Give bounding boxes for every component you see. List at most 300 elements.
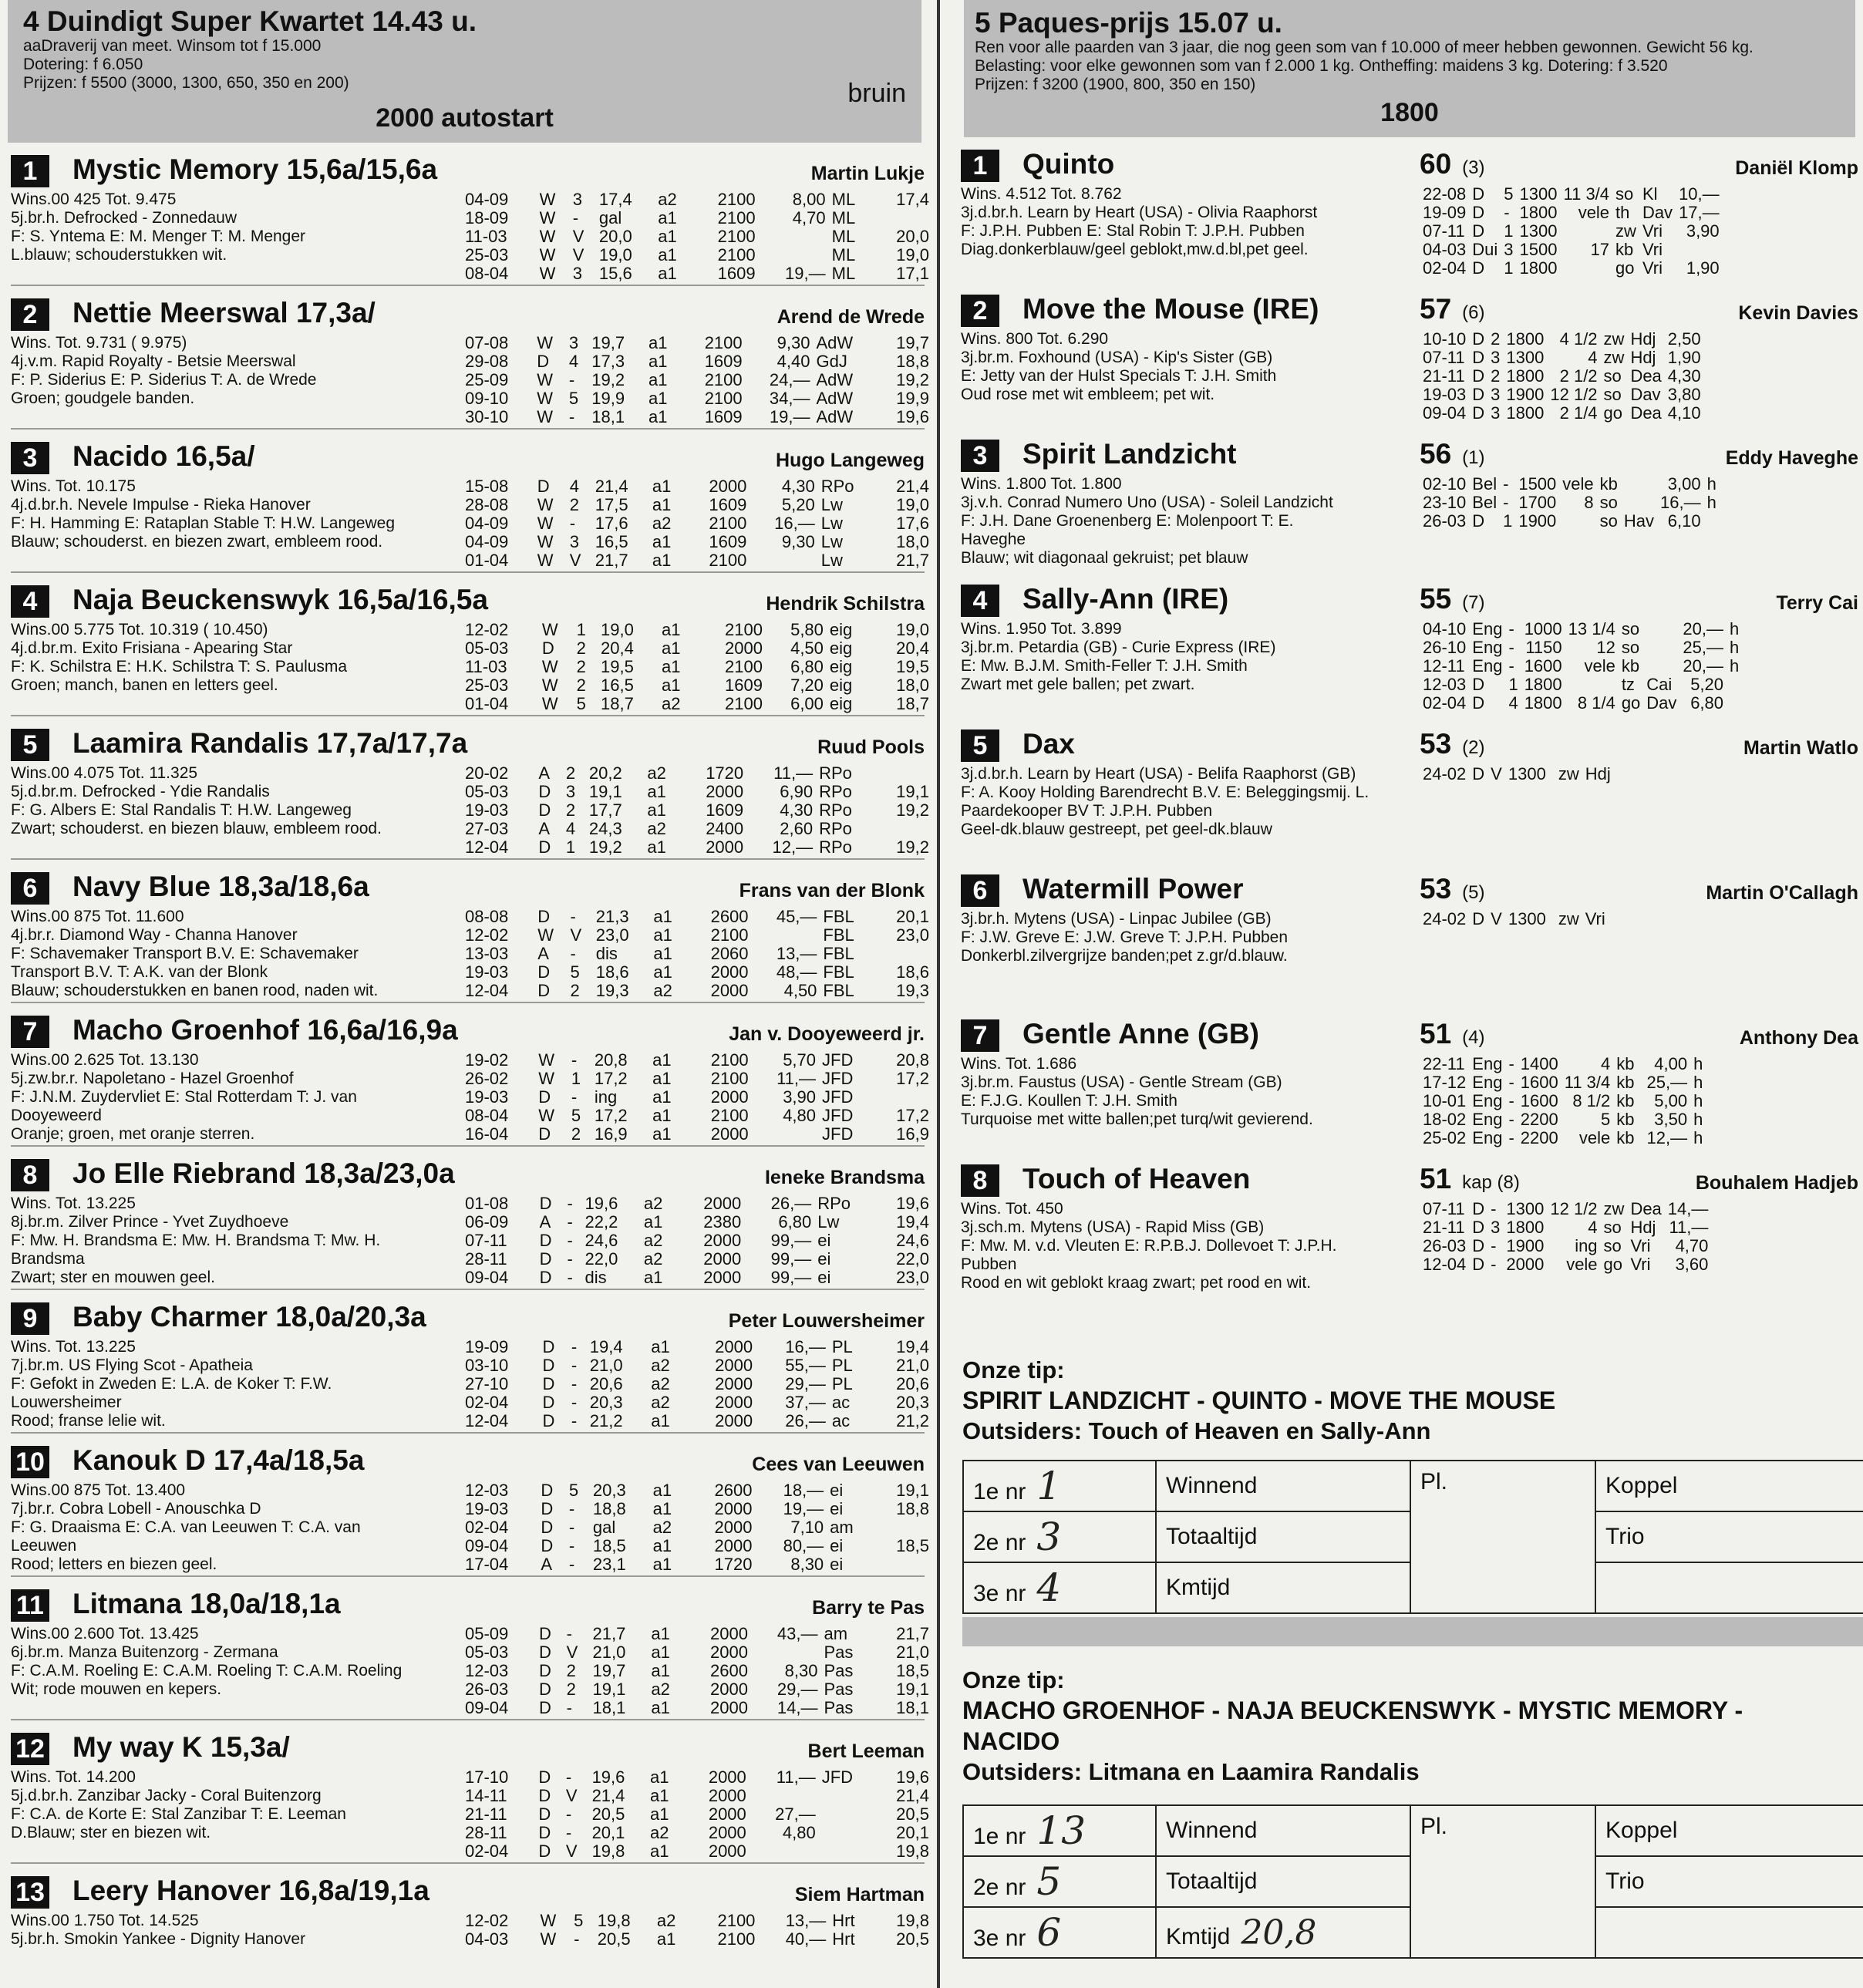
form-cell: 1800: [1506, 329, 1545, 349]
form-cell: 1800: [1506, 366, 1545, 386]
form-cell: [752, 1125, 819, 1144]
race-5-column: [955, 0, 1863, 1988]
form-cell: 04-09: [465, 190, 509, 209]
form-cell: 23,1: [592, 1555, 626, 1574]
form-cell: PL: [831, 1337, 853, 1356]
form-cell: 1: [1508, 675, 1518, 694]
horse-info: [961, 1200, 1416, 1292]
info-line: F: A. Kooy Holding Barendrecht B.V. E: Beleggingsmij. L.: [961, 783, 1369, 801]
form-cell: -: [1491, 1236, 1497, 1255]
form-cell: PL: [831, 1356, 853, 1375]
form-row: [1420, 367, 1710, 386]
result-totaaltijd-label: Totaaltijd: [1156, 1511, 1410, 1562]
form-cell: a1: [643, 1268, 663, 1287]
form-row: [462, 1699, 929, 1717]
weight-value: 60: [1420, 148, 1452, 180]
form-cell: 3: [568, 333, 579, 352]
form-cell: 25,—: [1683, 638, 1724, 657]
form-cell: 2100: [710, 1050, 749, 1070]
form-row: [462, 1824, 929, 1842]
form-cell: 04-10: [1423, 619, 1467, 639]
form-row: [1420, 676, 1742, 694]
form-cell: -: [569, 514, 576, 533]
form-cell: 22,2: [585, 1212, 618, 1232]
entry-header: [961, 282, 1858, 325]
form-cell: -: [571, 1356, 578, 1375]
info-line: Wit; rode mouwen en kepers.: [11, 1680, 222, 1698]
info-line: L.blauw; schouderstukken wit.: [11, 246, 227, 264]
form-cell: 1400: [1520, 1054, 1558, 1073]
form-cell: 2000: [703, 1268, 742, 1287]
race-weight-rules: Belasting: voor elke gewonnen som van f 2.000 1 kg. Ontheffing: maidens 3 kg. Dotering: f 3.520: [975, 57, 1668, 75]
form-cell: 21-11: [465, 1804, 507, 1824]
form-cell: 34,—: [769, 389, 810, 408]
form-cell: 20,5: [591, 1804, 625, 1824]
form-cell: 26-03: [1423, 1236, 1467, 1255]
form-cell: a1: [661, 657, 681, 676]
form-cell: [759, 227, 829, 246]
weight-value: 57: [1420, 293, 1452, 325]
handwritten-2e: 5: [1036, 1859, 1062, 1904]
form-cell: 19-09: [1423, 203, 1467, 222]
horse-entry: [961, 137, 1858, 282]
form-cell: a1: [648, 389, 668, 408]
form-cell: 1900: [1518, 511, 1557, 531]
result-totaaltijd-label: Totaaltijd: [1156, 1856, 1410, 1907]
form-cell: zw: [1558, 764, 1579, 783]
form-cell: 4,30: [781, 477, 815, 496]
form-cell: 07-08: [465, 333, 509, 352]
form-cell: 4: [1508, 693, 1518, 713]
form-cell: 18,7: [896, 694, 929, 713]
form-cell: W: [541, 694, 558, 713]
result-koppel-label: Koppel: [1595, 1461, 1863, 1511]
tip-outsiders: Outsiders: Litmana en Laamira Randalis: [962, 1758, 1420, 1785]
horse-name: Dax: [1022, 728, 1075, 760]
form-cell: 16,9: [896, 1124, 929, 1144]
form-row: [1420, 620, 1742, 639]
form-cell: 01-08: [465, 1194, 509, 1213]
form-table: [462, 621, 929, 713]
form-cell: 3,90: [783, 1087, 817, 1107]
form-cell: 04-03: [1423, 240, 1467, 259]
form-cell: 8,30: [790, 1555, 824, 1574]
form-cell: 19,6: [896, 1767, 929, 1787]
tip-picks: MACHO GROENHOF - NAJA BEUCKENSWYK - MYSTIC MEMORY -: [962, 1697, 1743, 1724]
form-row: [462, 1662, 929, 1680]
horse-weight: [1420, 873, 1485, 905]
form-cell: 20,0: [598, 227, 632, 246]
form-cell: 43,—: [777, 1624, 818, 1643]
info-line: Wins.00 5.775 Tot. 10.319 ( 10.450): [11, 621, 268, 639]
info-line: Leeuwen: [11, 1537, 77, 1555]
form-cell: 4,70: [1675, 1236, 1709, 1255]
form-cell: Eng: [1472, 1073, 1503, 1092]
form-cell: h: [1706, 493, 1716, 512]
form-cell: eig: [829, 657, 853, 676]
form-cell: 30-10: [465, 407, 509, 426]
form-cell: 19,5: [896, 657, 929, 676]
form-cell: tz: [1621, 675, 1635, 694]
form-cell: GdJ: [816, 352, 847, 371]
form-cell: 12-02: [465, 925, 509, 945]
form-cell: 2000: [1506, 1255, 1545, 1274]
horse-info: [11, 1768, 458, 1842]
form-cell: 2200: [1520, 1128, 1558, 1147]
form-cell: 19-03: [465, 800, 509, 820]
info-line: 3j.v.h. Conrad Numero Uno (USA) - Soleil Landzicht: [961, 494, 1333, 511]
form-cell: W: [537, 514, 554, 533]
form-cell: 2100: [717, 1911, 756, 1930]
form-cell: 14-11: [465, 1786, 507, 1805]
form-cell: a1: [658, 208, 677, 227]
form-cell: 26-10: [1423, 638, 1467, 657]
form-cell: JFD: [822, 1087, 854, 1107]
horse-entry: [11, 1147, 929, 1290]
form-cell: W: [537, 532, 554, 551]
form-cell: 11,—: [773, 763, 814, 783]
form-cell: 2: [571, 1124, 581, 1144]
entry-header: [11, 143, 925, 186]
form-cell: D: [542, 1374, 555, 1393]
horse-info: [11, 908, 458, 1000]
form-cell: 20,2: [588, 763, 622, 783]
result-winnend-label: Winnend: [1156, 1805, 1410, 1856]
form-cell: 12-04: [465, 837, 509, 857]
form-cell: 19,6: [896, 407, 929, 426]
form-cell: 08-04: [465, 264, 509, 283]
form-row: [462, 1930, 929, 1949]
form-cell: 17: [1590, 240, 1610, 259]
info-line: F: H. Hamming E: Rataplan Stable T: H.W. Langeweg: [11, 514, 396, 532]
horse-entry: [11, 430, 929, 573]
form-cell: 4,10: [1667, 403, 1701, 423]
info-line: Oud rose met wit embleem; pet wit.: [961, 386, 1215, 403]
form-cell: h: [1693, 1073, 1703, 1092]
form-cell: 1300: [1508, 764, 1546, 783]
form-row: [1420, 1255, 1717, 1274]
post-position: (6): [1462, 302, 1485, 323]
form-cell: 26-03: [465, 1680, 509, 1699]
form-cell: FBL: [823, 925, 854, 945]
form-cell: 19-09: [465, 1337, 509, 1356]
form-cell: 21,2: [896, 1411, 929, 1430]
form-cell: [1676, 241, 1723, 259]
start-number: 7: [11, 1016, 49, 1048]
form-cell: D: [541, 1481, 554, 1500]
form-cell: -: [1508, 619, 1514, 639]
form-cell: V: [1491, 764, 1502, 783]
form-cell: D: [537, 981, 551, 1000]
form-cell: 5,20: [781, 495, 815, 514]
form-cell: 40,—: [785, 1929, 827, 1949]
horse-info: [11, 1912, 458, 1949]
form-cell: 21,7: [896, 551, 929, 570]
form-cell: Bel: [1472, 493, 1497, 512]
form-cell: 1150: [1525, 638, 1562, 657]
form-cell: 01-04: [465, 694, 509, 713]
horse-info: [11, 1194, 458, 1287]
form-row: [1420, 185, 1729, 204]
form-cell: 19,2: [591, 370, 625, 389]
form-cell: -: [1508, 1073, 1514, 1092]
form-cell: D: [1472, 511, 1485, 531]
form-cell: [872, 1518, 929, 1537]
form-cell: D: [541, 639, 554, 658]
form-cell: [1559, 512, 1596, 531]
horse-entry: [961, 717, 1858, 862]
form-cell: 20,8: [594, 1050, 628, 1070]
form-cell: Pas: [824, 1661, 854, 1680]
form-row: [462, 945, 929, 963]
form-cell: 14,—: [777, 1698, 818, 1717]
form-cell: 2000: [714, 1499, 753, 1518]
form-table: [462, 1768, 929, 1861]
form-cell: zw: [1615, 221, 1636, 241]
form-cell: 2: [569, 495, 579, 514]
form-cell: Eng: [1472, 1091, 1503, 1110]
form-table: [1420, 185, 1729, 278]
handwritten-3e: 4: [1036, 1565, 1062, 1610]
form-cell: vele: [1578, 203, 1610, 222]
form-cell: 17,—: [1679, 203, 1720, 222]
info-line: Blauw; schouderstukken en banen rood, naden wit.: [11, 982, 379, 999]
form-row: [462, 514, 929, 533]
form-cell: 28-08: [465, 495, 509, 514]
form-cell: a1: [651, 1661, 670, 1680]
form-cell: 2000: [708, 1841, 746, 1861]
form-cell: vele: [1578, 1128, 1611, 1147]
start-number: 3: [11, 442, 49, 474]
form-cell: 2600: [710, 907, 749, 926]
form-cell: 2100: [724, 657, 763, 676]
form-cell: so: [1615, 184, 1634, 204]
form-cell: 8,00: [792, 190, 826, 209]
form-cell: [874, 764, 929, 783]
info-line: Oranje; groen, met oranje sterren.: [11, 1125, 255, 1143]
form-cell: W: [537, 389, 553, 408]
form-cell: 3: [569, 532, 579, 551]
form-cell: 4,30: [780, 800, 814, 820]
form-row: [462, 352, 929, 371]
form-cell: 2: [576, 676, 586, 695]
form-row: [462, 783, 929, 801]
form-cell: 25-03: [465, 676, 509, 695]
tip-picks: SPIRIT LANDZICHT - QUINTO - MOVE THE MOUSE: [962, 1387, 1556, 1414]
form-cell: a1: [652, 1499, 672, 1518]
weight-value: 51: [1420, 1163, 1452, 1194]
info-line: E: F.J.G. Koullen T: J.H. Smith: [961, 1092, 1177, 1110]
form-cell: 2100: [717, 227, 756, 246]
driver-name: Ruud Pools: [817, 736, 925, 758]
form-row: [1420, 241, 1729, 259]
form-cell: a1: [647, 837, 666, 857]
form-cell: -: [568, 1536, 575, 1555]
form-cell: a1: [650, 1767, 669, 1787]
form-cell: 2: [1491, 329, 1501, 349]
form-cell: 4: [1588, 1218, 1598, 1237]
form-cell: 21,4: [896, 1786, 929, 1805]
form-row: [1420, 910, 1621, 928]
form-cell: 17,5: [595, 495, 628, 514]
info-line: Wins. Tot. 13.225: [11, 1338, 136, 1356]
info-line: 3j.br.m. Faustus (USA) - Gentle Stream (GB): [961, 1073, 1282, 1091]
form-cell: Hrt: [832, 1911, 855, 1930]
form-cell: 12,—: [772, 837, 814, 857]
form-row: [462, 1070, 929, 1088]
form-row: [1420, 349, 1710, 367]
form-row: [1420, 494, 1720, 512]
horse-entry: [11, 143, 929, 286]
form-cell: 20,1: [591, 1823, 625, 1842]
info-line: Groen; goudgele banden.: [11, 389, 195, 407]
form-cell: [1723, 241, 1729, 259]
entry-header: [11, 860, 925, 903]
form-cell: JFD: [822, 1069, 854, 1088]
info-line: F: Mw. H. Brandsma E: Mw. H. Brandsma T: Mw. H.: [11, 1232, 381, 1249]
form-row: [1420, 639, 1742, 657]
form-cell: 20,6: [896, 1374, 929, 1393]
form-cell: kb: [1616, 1054, 1635, 1073]
form-cell: JFD: [822, 1106, 854, 1125]
form-cell: 19,0: [896, 245, 929, 265]
form-table: [1420, 620, 1742, 713]
form-cell: 19,2: [896, 800, 929, 820]
form-cell: [1704, 367, 1710, 386]
form-cell: a1: [650, 1804, 669, 1824]
form-cell: 07-11: [1423, 221, 1465, 241]
form-cell: 2: [576, 657, 586, 676]
form-row: [1420, 404, 1710, 423]
form-cell: 21,2: [589, 1411, 623, 1430]
form-cell: -: [568, 370, 575, 389]
start-number: 5: [11, 729, 49, 761]
driver-name: Bert Leeman: [807, 1740, 925, 1762]
form-cell: [874, 1088, 929, 1107]
form-cell: 17,4: [598, 190, 632, 209]
form-cell: Pas: [824, 1698, 854, 1717]
form-cell: 12-03: [465, 1481, 509, 1500]
form-cell: 18,5: [896, 1536, 929, 1555]
form-cell: am: [824, 1624, 848, 1643]
form-cell: -: [565, 1823, 572, 1842]
form-cell: [819, 1805, 874, 1824]
form-cell: 1000: [1524, 619, 1562, 639]
info-line: E: Jetty van der Hulst Specials T: J.H. Smith: [961, 367, 1277, 385]
form-cell: 1609: [709, 532, 747, 551]
form-cell: A: [538, 763, 551, 783]
form-cell: [1621, 494, 1657, 512]
form-cell: 2000: [715, 1337, 753, 1356]
driver-name: Cees van Leeuwen: [752, 1454, 925, 1475]
form-cell: 21,7: [595, 551, 628, 570]
form-cell: a1: [643, 1212, 663, 1232]
driver-name: Peter Louwersheimer: [728, 1310, 925, 1332]
form-row: [1420, 259, 1729, 278]
start-number: 10: [11, 1446, 49, 1478]
form-cell: 20,4: [601, 639, 634, 658]
form-cell: 19,0: [598, 245, 632, 265]
form-cell: W: [541, 657, 558, 676]
form-cell: 1700: [1518, 493, 1557, 512]
form-cell: 5,20: [1690, 675, 1724, 694]
form-cell: 25-09: [465, 370, 509, 389]
form-cell: ei: [817, 1231, 831, 1250]
horse-entry: [961, 1152, 1858, 1297]
form-cell: JFD: [822, 1124, 854, 1144]
form-cell: 19,8: [597, 1911, 631, 1930]
info-line: Wins. Tot. 450: [961, 1200, 1063, 1218]
form-cell: D: [1472, 329, 1485, 349]
driver-name: Bouhalem Hadjeb: [1695, 1172, 1858, 1194]
result-1e: 1e nr 1: [963, 1461, 1156, 1511]
form-cell: ac: [831, 1393, 851, 1412]
form-table: [462, 334, 929, 426]
race-4-entries: [0, 143, 929, 1988]
result-table-race-5: [962, 1460, 1863, 1614]
form-cell: 13 1/4: [1568, 619, 1615, 639]
form-cell: [759, 246, 829, 265]
driver-name: Daniël Klomp: [1735, 157, 1858, 179]
race-title: 5 Paques-prijs 15.07 u.: [975, 7, 1282, 39]
form-cell: 04-09: [465, 514, 509, 533]
form-row: [462, 477, 929, 496]
form-cell: h: [1693, 1110, 1703, 1129]
form-cell: a1: [652, 477, 672, 496]
form-cell: -: [571, 1050, 578, 1070]
form-cell: 9,30: [777, 333, 810, 352]
form-cell: 20,3: [589, 1393, 623, 1412]
form-cell: 05-09: [465, 1624, 509, 1643]
form-row: [462, 639, 929, 658]
form-cell: 1900: [1506, 385, 1545, 404]
form-cell: 19-03: [465, 962, 509, 982]
info-line: F: J.W. Greve E: J.W. Greve T: J.P.H. Pubben: [961, 928, 1289, 946]
horse-weight: [1420, 583, 1485, 615]
form-cell: RPo: [817, 1194, 851, 1213]
form-cell: 2: [565, 800, 576, 820]
form-cell: so: [1621, 619, 1640, 639]
form-cell: 25,—: [1646, 1073, 1688, 1092]
form-cell: 12 1/2: [1550, 1199, 1598, 1218]
weight-value: 55: [1420, 583, 1452, 615]
form-cell: Hdj: [1630, 1218, 1656, 1237]
form-cell: 2100: [717, 208, 756, 227]
form-cell: a1: [656, 1929, 676, 1949]
entry-header: [11, 1434, 925, 1477]
form-cell: 20,5: [597, 1929, 631, 1949]
form-cell: zw: [1603, 348, 1625, 367]
form-cell: 2600: [710, 1661, 748, 1680]
race-distance: 2000 autostart: [376, 103, 554, 133]
info-line: F: K. Schilstra E: H.K. Schilstra T: S. Paulusma: [11, 658, 348, 676]
form-cell: -: [567, 1194, 573, 1213]
form-cell: Eng: [1472, 1054, 1503, 1073]
form-cell: 2000: [708, 1786, 746, 1805]
form-cell: 1,90: [1686, 258, 1720, 278]
form-cell: 20,4: [896, 639, 929, 658]
form-row: [462, 1625, 929, 1643]
form-cell: -: [1508, 638, 1514, 657]
driver-name: Eddy Haveghe: [1725, 447, 1858, 469]
form-cell: ei: [830, 1555, 844, 1574]
post-position: (3): [1462, 157, 1485, 178]
info-line: F: C.A.M. Roeling E: C.A.M. Roeling T: C.A.M. Roeling: [11, 1662, 403, 1680]
form-cell: a1: [658, 227, 677, 246]
info-line: 3j.sch.m. Mytens (USA) - Rapid Miss (GB): [961, 1218, 1265, 1236]
form-cell: [1549, 910, 1555, 928]
form-cell: 2000: [703, 1231, 742, 1250]
